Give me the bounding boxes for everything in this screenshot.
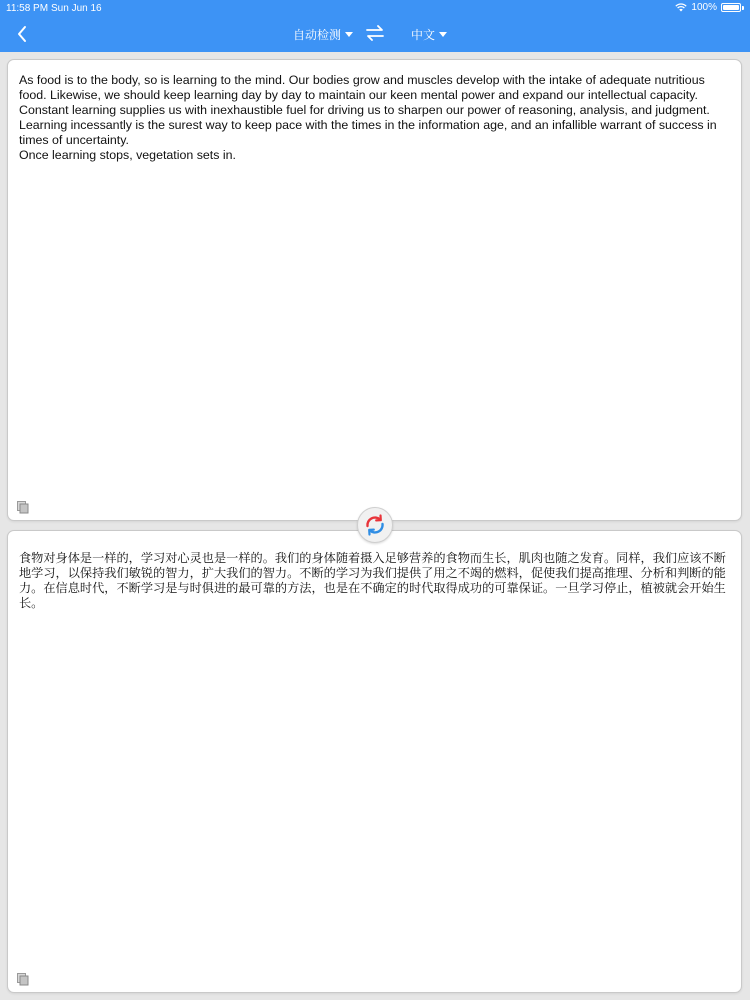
battery-icon: [721, 3, 741, 12]
status-right: [675, 2, 744, 13]
source-text[interactable]: [19, 73, 731, 163]
translation-text: 食物对身体是一样的，学习对心灵也是一样的。我们的身体随着摄入足够营养的食物而生长，肌肉也随之发育。同样，我们应该不断地学习，以保持我们敏锐的智力，扩大我们的智力。不断的学习为我们提供了用之不竭的燃料，促使我们提高推理、分析和判断的能力。在信息时代，不断学习是与时俱进的最可靠的方法，也是在不确定的时代取得成功的可靠保证。一旦学习停止，植被就会开始生长。: [19, 551, 726, 610]
caret-down-icon: [439, 32, 447, 37]
status-bar: [0, 0, 750, 16]
retranslate-button[interactable]: [357, 507, 393, 543]
nav-bar: [0, 18, 750, 50]
source-language-label: 自动检测: [293, 28, 342, 42]
source-paragraph: As food is to the body, so is learning to the mind. Our bodies grow and muscles develop with the intake of adequate nutritious food. Likewise, we should keep learning day by day to maintain our keen mental power and expand our intellectual capacity. Constant learning supplies us with inexhaustible fuel for driving us to sharpen our power of reasoning, analysis, and judgment. Learning incessantly is the surest way to keep pace with the times in the information age, and an infallible warrant of success in times of uncertainty.: [19, 73, 717, 147]
battery-percent: 100%: [691, 2, 717, 13]
copy-icon: [17, 501, 29, 514]
back-button[interactable]: [14, 23, 34, 45]
copy-source-button[interactable]: [17, 501, 29, 514]
translation-panel[interactable]: [7, 530, 742, 993]
target-language-label: 中文: [411, 28, 436, 42]
copy-icon: [17, 973, 29, 986]
caret-down-icon: [345, 32, 353, 37]
source-language-dropdown[interactable]: [293, 26, 353, 43]
target-language-dropdown[interactable]: [411, 26, 447, 43]
source-text-panel[interactable]: [7, 59, 742, 521]
status-time: 11:58 PM: [6, 3, 49, 14]
copy-translation-button[interactable]: [17, 973, 29, 986]
chevron-left-icon: [14, 23, 34, 45]
swap-languages-button[interactable]: [365, 24, 385, 42]
source-paragraph: Once learning stops, vegetation sets in.: [19, 148, 236, 162]
top-bar: [0, 0, 750, 52]
refresh-icon: [363, 513, 387, 537]
battery-tip: [742, 6, 744, 10]
wifi-icon: [675, 3, 687, 12]
swap-icon: [365, 24, 385, 42]
status-date: Sun Jun 16: [51, 3, 102, 14]
